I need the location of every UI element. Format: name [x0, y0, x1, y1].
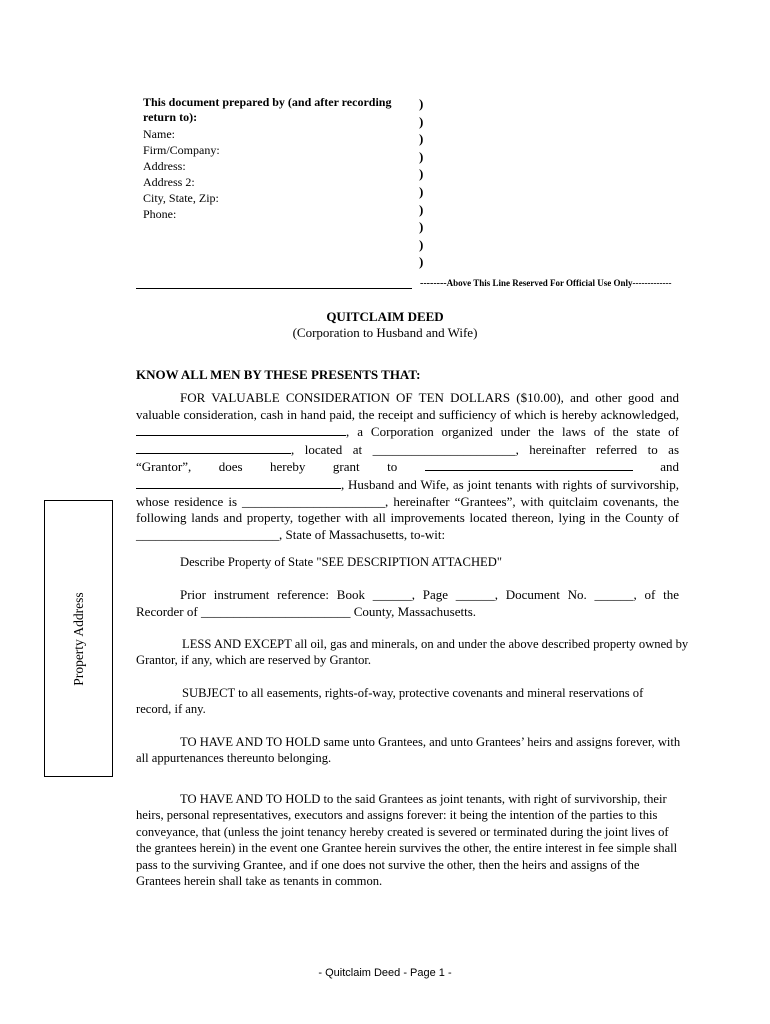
paren: ): [419, 219, 424, 235]
property-address-box: [44, 500, 113, 777]
official-dash: --------: [420, 278, 447, 289]
grantee-second-name-blank[interactable]: [136, 476, 341, 489]
to-have-and-hold-text-2: TO HAVE AND TO HOLD to the said Grantees as joint tenants, with right of survivorship, their heirs, personal representatives, executors and assigns forever: it being the intention of the parties to this conveyance, that (unless the joint tenancy hereby created is severed or terminated during the joint lives of the grantees herein) in the event one Grantee herein survives the other, the entire interest in fee simple shall pass to the surviving Grantee, and if one does not survive the other, then the heirs and assigns of the Grantees herein shall take as tenants in common.: [136, 792, 678, 889]
recorder-county-blank[interactable]: _______________________: [200, 603, 351, 619]
county-blank[interactable]: ______________________: [136, 526, 279, 542]
official-text: Above This Line Reserved For Official Use Only-------------: [446, 278, 672, 288]
document-number-blank[interactable]: ______: [594, 587, 634, 602]
page-blank[interactable]: ______: [455, 587, 495, 602]
prior-text-2: , Page: [411, 587, 448, 602]
official-use-notice: [420, 278, 672, 289]
phone-field-label: Phone:: [143, 207, 177, 221]
city-state-zip-field-label: City, State, Zip:: [143, 191, 219, 205]
grantee-name-blank[interactable]: [425, 458, 633, 471]
located-at-blank[interactable]: ______________________: [372, 441, 516, 457]
consideration-text-5: and: [660, 459, 679, 475]
consideration-text-6: , Husband and Wife, as joint tenants with rights of survivorship, whose residence is: [136, 476, 679, 509]
residence-blank[interactable]: ______________________: [242, 493, 386, 509]
paren: ): [419, 254, 424, 270]
describe-property-line: Describe Property of State "SEE DESCRIPTION ATTACHED": [180, 555, 502, 569]
page-footer: - Quitclaim Deed - Page 1 -: [318, 967, 452, 979]
paren: ): [419, 96, 424, 111]
paren: ): [419, 236, 424, 252]
paren: ): [419, 166, 424, 182]
property-address-label: Property Address: [70, 591, 86, 686]
paren: ): [419, 183, 424, 199]
consideration-text-2: , a Corporation organized under the laws of the state of: [346, 424, 679, 440]
consideration-text-3: , located at: [291, 441, 363, 457]
consideration-text-8: , State of Massachusetts, to-wit:: [279, 526, 446, 542]
consideration-text-7: , hereinafter “Grantees”, with quitclaim covenants, the following lands and property, together with all improvements located thereon, lying in the County of: [136, 493, 680, 526]
prior-text-1: Prior instrument reference: Book: [180, 587, 365, 602]
book-blank[interactable]: ______: [372, 587, 412, 602]
deed-title: QUITCLAIM DEED: [326, 309, 444, 324]
prior-text-5: County, Massachusetts.: [353, 603, 477, 619]
address2-field-label: Address 2:: [143, 175, 195, 189]
paren-column: [419, 95, 423, 271]
paren: ): [419, 201, 424, 217]
address-field-label: Address:: [143, 159, 186, 173]
to-have-and-hold-paragraph-1: [136, 734, 681, 767]
consideration-text-4: , hereinafter referred to as “Grantor”, does hereby grant to: [136, 441, 680, 475]
subject-to-paragraph: [136, 685, 681, 718]
paren: ): [419, 148, 424, 164]
subject-to-text: SUBJECT to all easements, rights-of-way, protective covenants and mineral reservations of record, if any.: [136, 686, 644, 717]
grantor-name-blank[interactable]: [136, 423, 346, 436]
consideration-paragraph: [136, 390, 679, 543]
to-have-and-hold-paragraph-2: [136, 791, 681, 889]
prepared-by-heading: This document prepared by (and after recording return to):: [143, 95, 392, 124]
paren: ): [419, 113, 424, 129]
deed-subtitle: (Corporation to Husband and Wife): [292, 325, 478, 340]
consideration-text-1: FOR VALUABLE CONSIDERATION OF TEN DOLLARS ($10.00), and other good and valuable consideration, cash in hand paid, the receipt and sufficiency of which is hereby acknowledged,: [136, 390, 679, 422]
less-and-except-text: LESS AND EXCEPT all oil, gas and minerals, on and under the above described property owned by Grantor, if any, which are reserved by Grantor.: [136, 637, 689, 668]
preparer-fields: [143, 126, 220, 222]
firm-field-label: Firm/Company:: [143, 143, 220, 157]
name-field-label: Name:: [143, 127, 175, 141]
know-all-men-heading: KNOW ALL MEN BY THESE PRESENTS THAT:: [136, 367, 421, 382]
prior-instrument-paragraph: [136, 587, 679, 620]
recording-signature-line: [136, 288, 412, 289]
prior-text-3: , Document No.: [494, 587, 587, 602]
prior-text-4: , of the Recorder of: [136, 587, 680, 619]
to-have-and-hold-text-1: TO HAVE AND TO HOLD same unto Grantees, and unto Grantees’ heirs and assigns forever, with all appurtenances thereunto belonging.: [136, 735, 681, 766]
less-and-except-paragraph: [136, 636, 696, 669]
paren: ): [419, 131, 424, 147]
grantor-state-blank[interactable]: [136, 441, 291, 454]
